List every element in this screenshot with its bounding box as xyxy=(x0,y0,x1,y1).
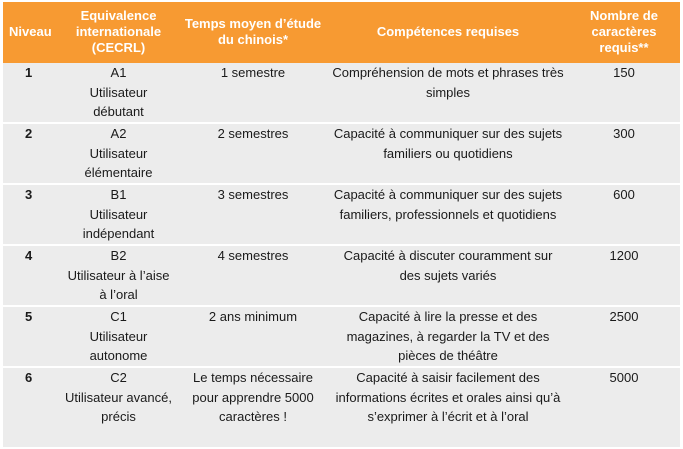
header-cecrl: Equivalence internationale (CECRL) xyxy=(59,2,178,63)
levels-table-container xyxy=(3,2,680,449)
cecrl-code: C2 xyxy=(110,370,127,385)
cell-temps: 3 semestres xyxy=(178,184,328,245)
header-competences: Compétences requises xyxy=(328,2,568,63)
cell-cecrl xyxy=(59,123,178,184)
table-row xyxy=(3,306,680,367)
cell-niveau: 2 xyxy=(3,123,59,184)
cell-caracteres: 1200 xyxy=(568,245,680,306)
cell-cecrl xyxy=(59,306,178,367)
cell-cecrl xyxy=(59,184,178,245)
cell-caracteres: 2500 xyxy=(568,306,680,367)
cecrl-code: C1 xyxy=(110,309,127,324)
cell-cecrl xyxy=(59,367,178,448)
cell-niveau: 4 xyxy=(3,245,59,306)
cell-niveau: 6 xyxy=(3,367,59,448)
cell-temps: 2 semestres xyxy=(178,123,328,184)
cell-competences: Compréhension de mots et phrases très simples xyxy=(328,63,568,124)
cecrl-code: A2 xyxy=(110,126,127,141)
header-temps: Temps moyen d’étude du chinois* xyxy=(178,2,328,63)
cell-cecrl xyxy=(59,245,178,306)
cecrl-label: Utilisateur avancé, précis xyxy=(65,389,172,424)
cecrl-label: Utilisateur débutant xyxy=(89,84,148,119)
cell-competences: Capacité à discuter couramment sur des sujets variés xyxy=(328,245,568,306)
table-body xyxy=(3,63,680,449)
cell-caracteres: 5000 xyxy=(568,367,680,448)
cell-niveau: 3 xyxy=(3,184,59,245)
cell-caracteres: 150 xyxy=(568,63,680,124)
cell-caracteres: 300 xyxy=(568,123,680,184)
cecrl-label: Utilisateur indépendant xyxy=(82,206,155,241)
cell-competences: Capacité à communiquer sur des sujets familiers, professionnels et quotidiens xyxy=(328,184,568,245)
table-row xyxy=(3,63,680,124)
cecrl-label: Utilisateur autonome xyxy=(89,328,148,363)
table-row xyxy=(3,123,680,184)
table-row xyxy=(3,245,680,306)
cecrl-label: Utilisateur élémentaire xyxy=(84,145,153,180)
cell-temps: 4 semestres xyxy=(178,245,328,306)
cecrl-code: B1 xyxy=(110,187,127,202)
table-row xyxy=(3,184,680,245)
cecrl-code: B2 xyxy=(110,248,127,263)
cell-niveau: 1 xyxy=(3,63,59,124)
header-niveau: Niveau xyxy=(3,2,59,63)
cell-cecrl xyxy=(59,63,178,124)
cecrl-code: A1 xyxy=(110,65,127,80)
cell-competences: Capacité à communiquer sur des sujets familiers ou quotidiens xyxy=(328,123,568,184)
cell-competences: Capacité à lire la presse et des magazines, à regarder la TV et des pièces de théâtre xyxy=(328,306,568,367)
table-header xyxy=(3,2,680,63)
cell-caracteres: 600 xyxy=(568,184,680,245)
table-row xyxy=(3,367,680,448)
cell-competences: Capacité à saisir facilement des informations écrites et orales ainsi qu’à s’exprimer à l’écrit et à l’oral xyxy=(328,367,568,448)
cell-temps: Le temps nécessaire pour apprendre 5000 caractères ! xyxy=(178,367,328,448)
levels-table xyxy=(3,2,680,449)
cell-temps: 2 ans minimum xyxy=(178,306,328,367)
header-caracteres: Nombre de caractères requis** xyxy=(568,2,680,63)
header-row xyxy=(3,2,680,63)
cell-temps: 1 semestre xyxy=(178,63,328,124)
cecrl-label: Utilisateur à l’aise à l’oral xyxy=(67,267,170,302)
cell-niveau: 5 xyxy=(3,306,59,367)
